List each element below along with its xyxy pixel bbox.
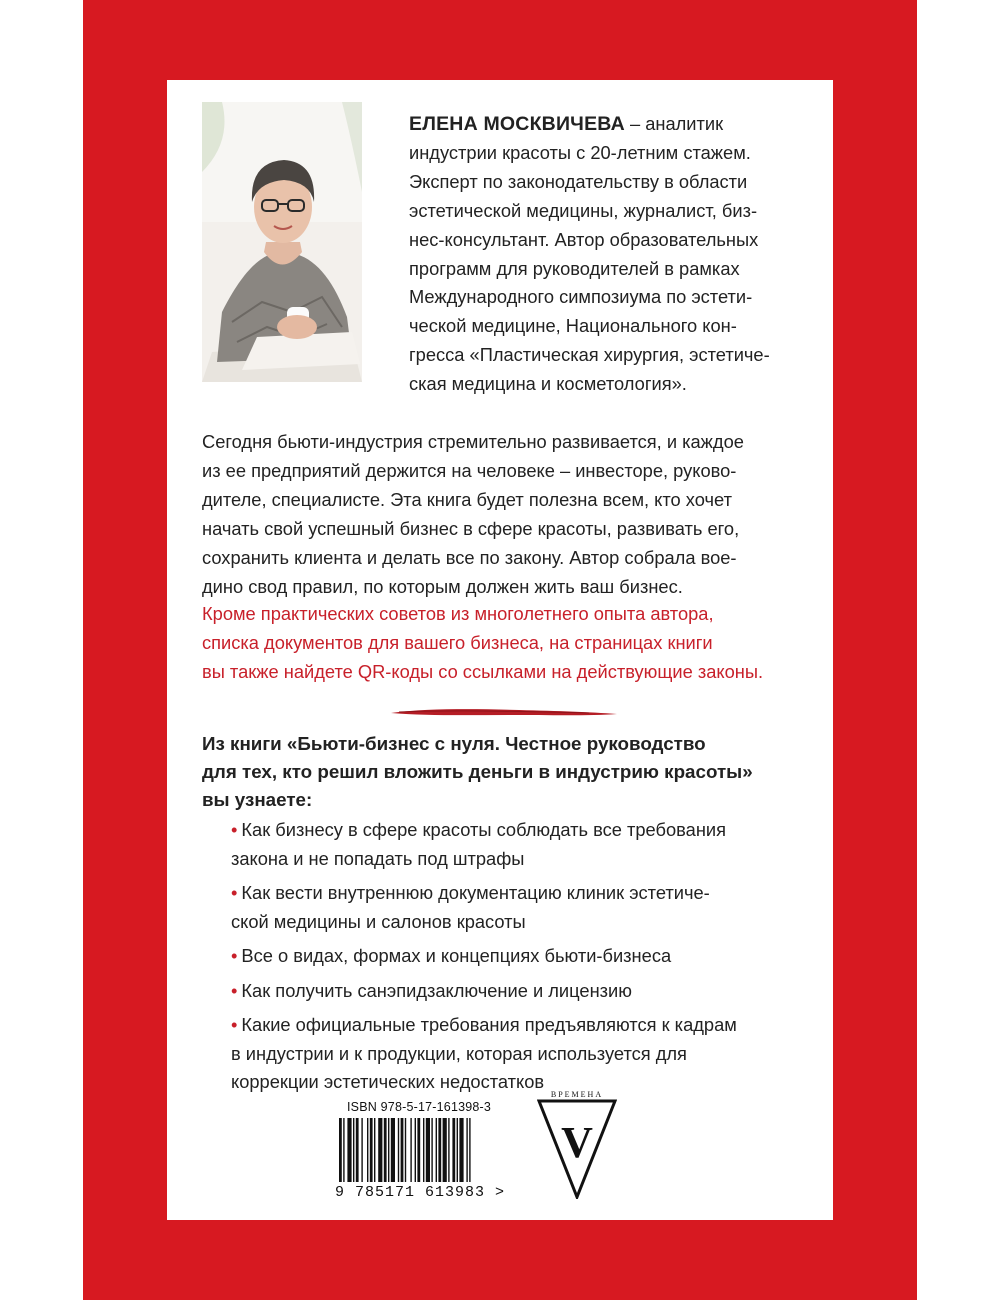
publisher-v-icon — [537, 1099, 617, 1199]
highlight-paragraph — [202, 600, 842, 687]
description-line: Сегодня бьюти-индустрия стремительно развивается, и каждое — [202, 431, 744, 452]
back-cover-panel — [167, 80, 833, 1220]
svg-text:V: V — [561, 1118, 593, 1167]
author-name: ЕЛЕНА МОСКВИЧЕВА — [409, 113, 625, 135]
heading-line: вы узнаете: — [202, 789, 313, 810]
barcode-icon — [337, 1118, 517, 1184]
highlight-line: вы также найдете QR-коды со ссылками на действующие законы. — [202, 660, 764, 682]
bio-line: Международного симпозиума по эстети- — [409, 286, 753, 308]
bullet-dot: • — [231, 979, 238, 1001]
bio-line: гресса «Пластическая хирургия, эстетиче- — [409, 344, 770, 366]
list-item: • Как вести внутреннюю документацию клиник эстетиче- ской медицины и салонов красоты — [231, 882, 710, 932]
bio-line: программ для руководителей в рамках — [409, 257, 740, 279]
list-item: • Как получить санэпидзаключение и лицензию — [231, 979, 632, 1001]
learn-heading — [202, 730, 822, 814]
bio-line: индустрии красоты с 20-летним стажем. — [409, 141, 751, 163]
isbn-label: ISBN 978-5-17-161398-3 — [347, 1100, 492, 1114]
learn-list — [231, 816, 811, 1103]
author-photo — [202, 102, 362, 382]
bio-line: ческой медицине, Национального кон- — [409, 315, 737, 337]
description-line: сохранить клиента и делать все по закону. Автор собрала вое- — [202, 546, 737, 568]
description-line: дино свод правил, по которым должен жить ваш бизнес. — [202, 575, 683, 597]
description-line: дителе, специалисте. Эта книга будет полезна всем, кто хочет — [202, 488, 732, 510]
description-line: начать свой успешный бизнес в сфере красоты, развивать его, — [202, 517, 740, 539]
description-line: из ее предприятий держится на человеке – инвесторе, руково- — [202, 459, 737, 481]
bio-line: нес-консультант. Автор образовательных — [409, 228, 759, 250]
list-item: • Как бизнесу в сфере красоты соблюдать все требования закона и не попадать под штрафы — [231, 819, 727, 869]
highlight-line: Кроме практических советов из многолетнего опыта автора, — [202, 603, 714, 624]
heading-line: Из книги «Бьюти-бизнес с нуля. Честное руководство — [202, 733, 706, 754]
bio-line: – аналитик — [624, 113, 724, 134]
author-bio — [409, 110, 819, 399]
bullet-dot: • — [231, 945, 238, 966]
bio-line: Эксперт по законодательству в области — [409, 170, 748, 192]
bullet-dot: • — [231, 882, 238, 903]
heading-line: для тех, кто решил вложить деньги в индустрию красоты» — [202, 761, 753, 782]
publisher-logo — [537, 1090, 617, 1204]
bio-line: эстетической медицины, журналист, биз- — [409, 199, 758, 221]
list-item: • Какие официальные требования предъявляются к кадрам в индустрии и к продукции, которая используется для коррекции эстетических недостатков — [231, 1014, 737, 1092]
publisher-name: ВРЕМЕНА — [550, 1090, 604, 1099]
list-item: • Все о видах, формах и концепциях бьюти-бизнеса — [231, 945, 672, 966]
book-description — [202, 428, 842, 601]
barcode-digits: 9 785171 613983 > — [335, 1184, 506, 1201]
highlight-line: списка документов для вашего бизнеса, на страницах книги — [202, 631, 713, 653]
bio-line: ская медицина и косметология». — [409, 373, 687, 395]
brush-stroke-divider — [389, 705, 619, 719]
bullet-dot: • — [231, 1014, 238, 1035]
bullet-dot: • — [231, 819, 238, 840]
